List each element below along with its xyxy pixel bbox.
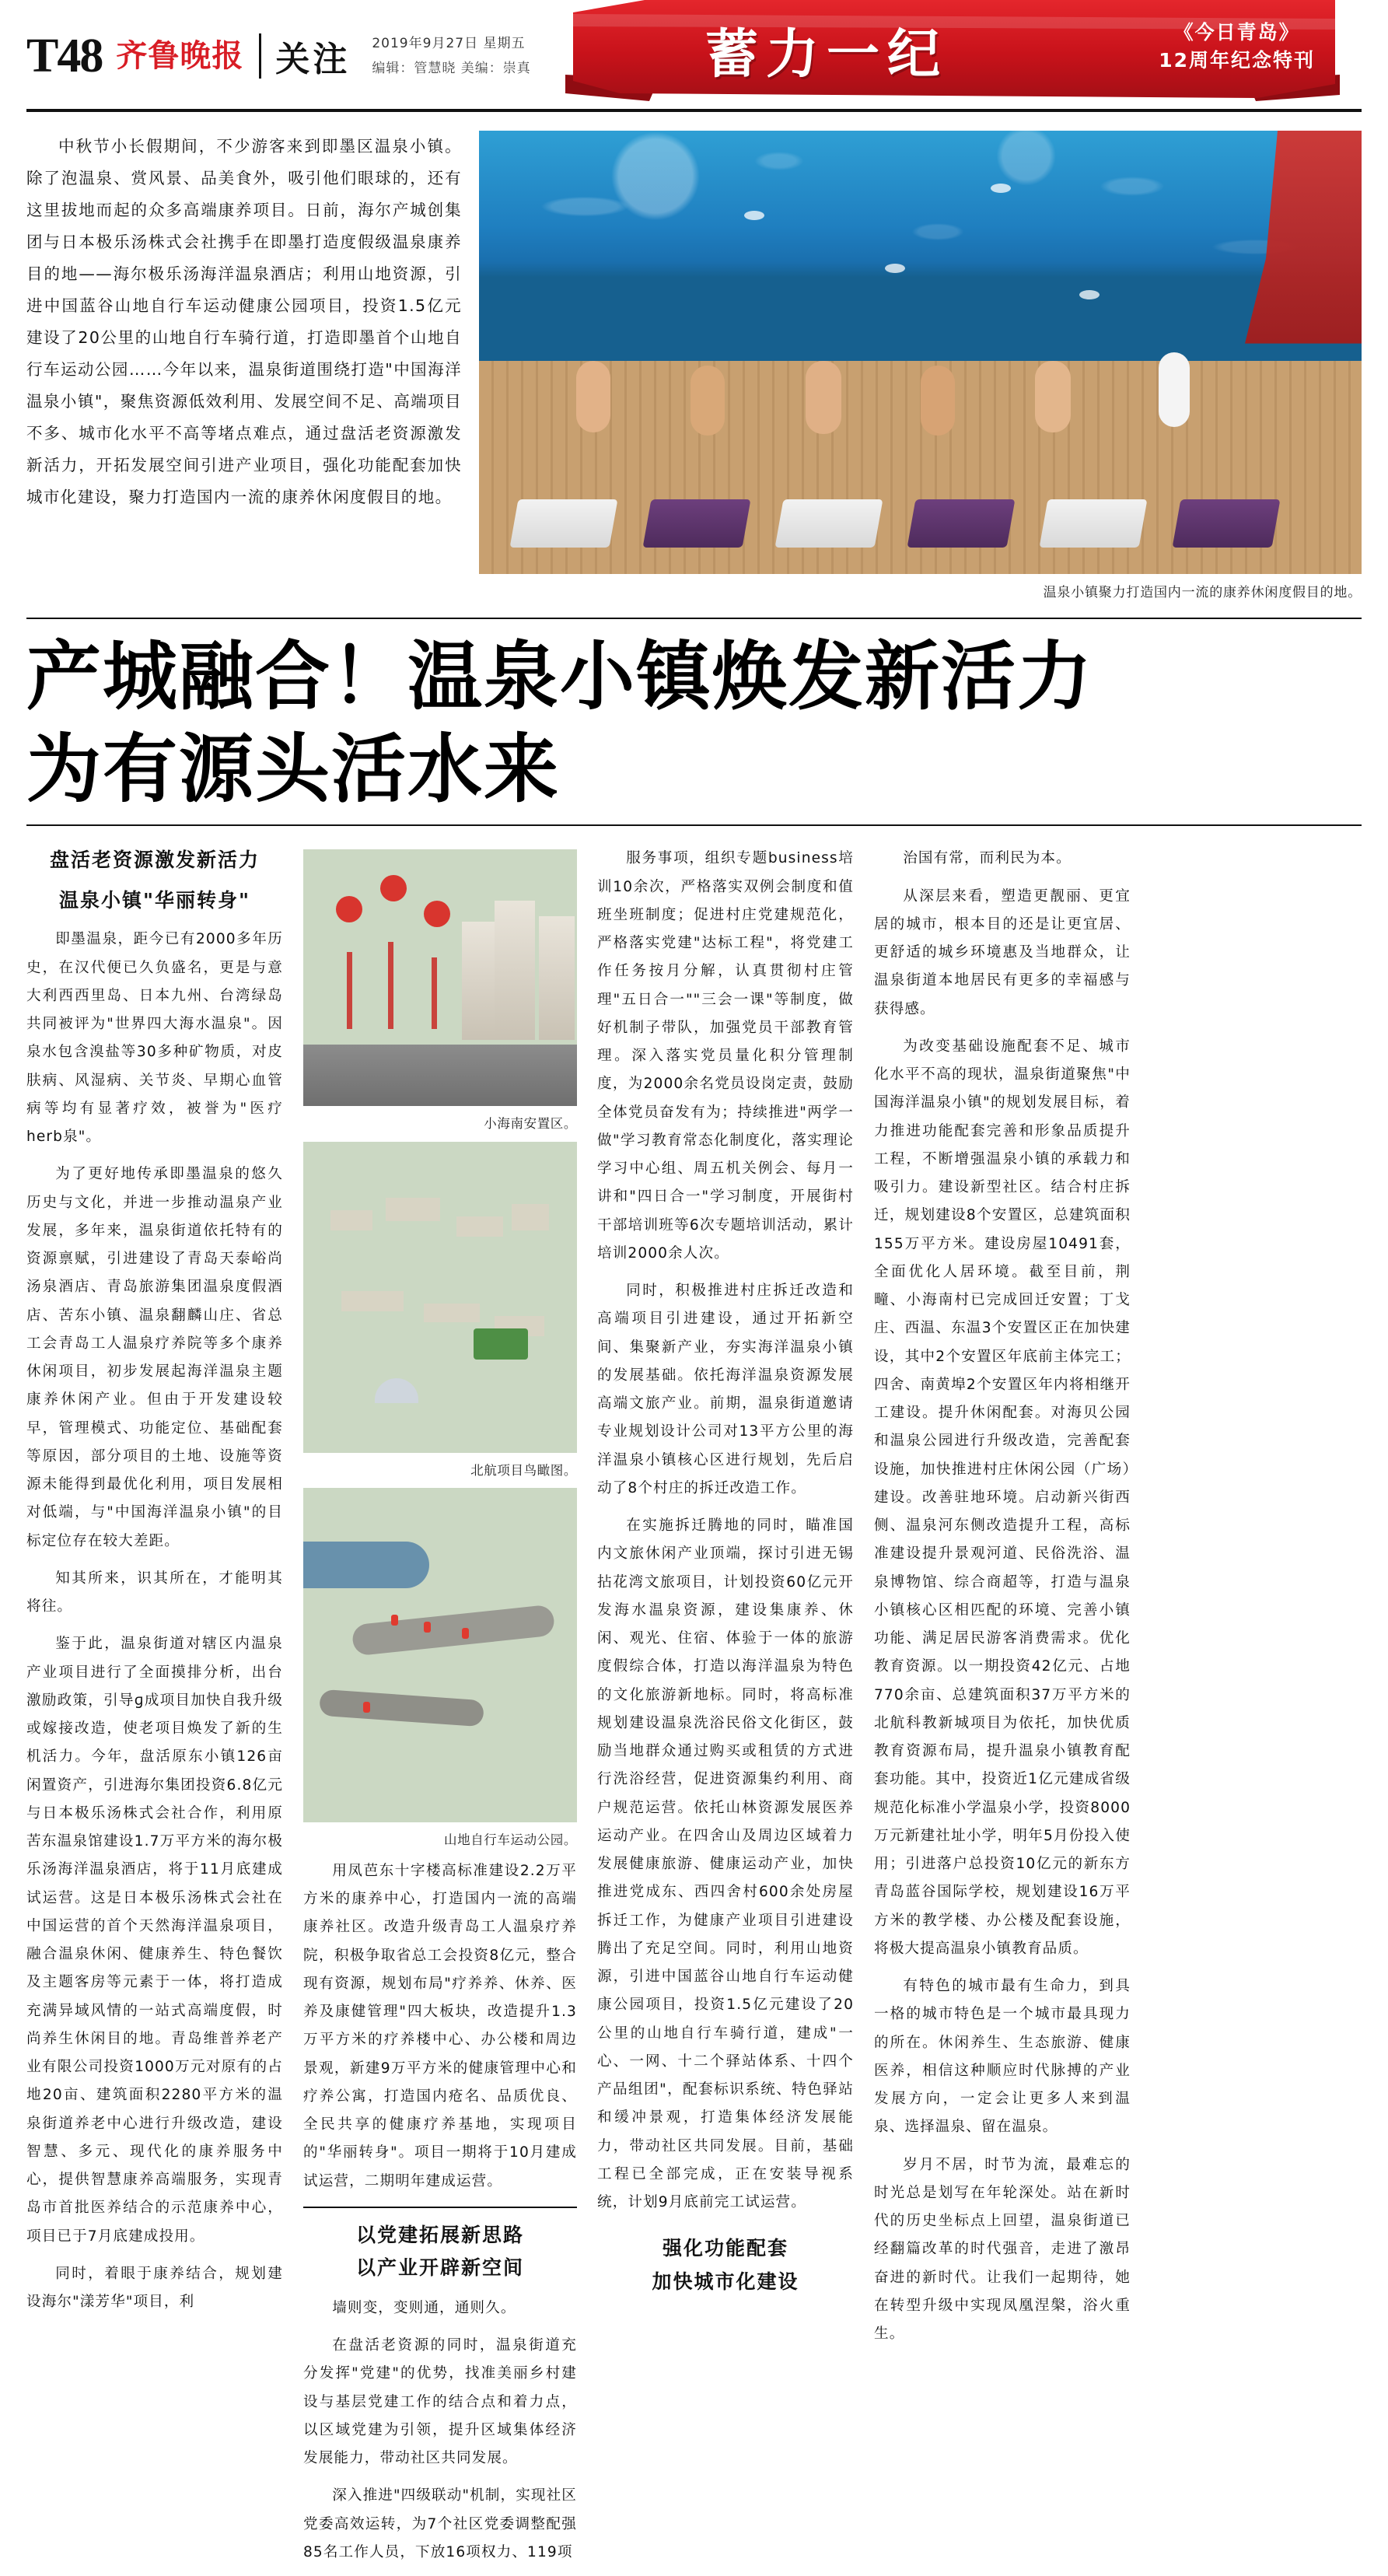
bather [691,366,725,436]
lounge-chair [774,499,883,548]
paragraph: 同时，积极推进村庄拆迁改造和高端项目引进建设，通过开拓新空间、集聚新产业，夯实海洋温泉小镇的发展基础。依托海洋温泉资源发展高端文旅产业。前期，温泉街道邀请专业规划设计公司对13平方公里的海洋温泉小镇核心区进行规划，先后启动了8个村庄的拆迁改造工作。 [597,1283,854,1496]
figure-aerial-image [303,1142,577,1453]
building [462,922,495,1040]
headline-line-1: 产城融合！温泉小镇焕发新活力 [26,633,1093,720]
paper-logo: 齐鲁晚报 [116,38,244,74]
pool-water [479,131,1362,383]
article-column-4 [874,845,1131,2576]
crane-tower [347,952,352,1029]
sports-field [474,1328,528,1360]
paragraph: 鉴于此，温泉街道对辖区内温泉产业项目进行了全面摸排分析，出台激励政策，引导ɡ成项目加快自我升级或嫁接改造，使老项目焕发了新的生机活力。今年，盘活原东小镇126亩闲置资产，引进海尔集团投资6.8亿元与日本极乐汤株式会社合作，利用原苦东温泉馆建设1.7万平方米的海尔极乐汤海洋温泉酒店，将于11月底建成试运营。这是日本极乐汤株式会社在中国运营的首个天然海洋温泉项目，融合温泉休闲、健康养生、特色餐饮及主题客房等元素于一体，将打造成充满异域风情的一站式高端度假，时尚养生休闲目的地。青岛维普养老产业有限公司投资1000万元对原有的占地20亩、建筑面积2280平方米的温泉街道养老中心进行升级改造，建设智慧、多元、现代化的康养服务中心，提供智慧康养高端服务，实现青岛市首批医养结合的示范康养中心，项目已于7月底建成投用。 [26,1636,283,2245]
figure-town-image [303,849,577,1106]
hero-photo [479,131,1362,574]
cyclist [391,1615,398,1626]
paragraph: 治国有常，而利民为本。 [903,850,1072,867]
special-issue-banner [573,0,1335,98]
banner-subtitle [1159,19,1315,75]
campus-block [512,1204,549,1230]
headline-line-2: 为有源头活水来 [26,726,560,814]
swimmer [1079,290,1100,299]
column-divider [303,2207,577,2208]
bike-path [351,1605,556,1657]
headline-block [26,600,1362,834]
figure-trail [303,1488,577,1853]
figure-trail-image [303,1488,577,1822]
paragraph: 服务事项，组织专题business培训10余次，严格落实双例会制度和值班坐班制度；促进村庄党建规范化，严格落实党建"达标工程"，将党建工作任务按月分解，认真贯彻村庄管理"五日合一""三会一课"等制度，做好机制子带队，加强党员干部教育管理。深入落实党员量化积分管理制度，为2000余名党员设岗定责，鼓励全体党员奋发有为；持续推进"两学一做"学习教育常态化制度化，落实理论学习中心组、周五机关例会、每月一讲和"四日合一"学习制度，开展街村干部培训班等6次专题培训活动，累计培训2000余人次。 [597,850,854,1262]
publication-date: 2019年9月27日 星期五 [372,35,526,51]
paragraph: 从深层来看，塑造更靓丽、更宜居的城市，根本目的还是让更宜居、更舒适的城乡环境惠及当地群众，让温泉街道本地居民有更多的幸福感与获得感。 [874,887,1131,1017]
paragraph: 用凤芭东十字楼高标准建设2.2万平方米的康养中心，打造国内一流的高端康养社区。改造升级青岛工人温泉疗养院，积极争取省总工会投资8亿元，整合现有资源，规划布局"疗养养、休养、医养及康健管理"四大板块，改造提升1.3万平方米的疗养楼中心、办公楼和周边景观，新建9万平方米的健康管理中心和疗养公寓，打造国内疮名、品质优良、全民共享的健康疗养基地，实现项目的"华丽转身"。项目一期将于10月建成试运营，二期明年建成运营。 [303,1862,577,2189]
article-column-1 [26,845,283,2576]
crane-tower [432,957,437,1029]
swimmer [744,211,764,220]
paragraph: 有特色的城市最有生命力，到具一格的城市特色是一个城市最具现力的所在。休闲养生、生态旅游、健康医养，相信这种顺应时代脉搏的产业发展方向，一定会让更多人来到温泉、选择温泉、留在温泉。 [874,1978,1131,2136]
masthead-meta [367,31,530,82]
figure-aerial-caption: 北航项目鸟瞰图。 [470,1462,577,1478]
paragraph: 同时，着眼于康养结合，规划建设海尔"漾芳华"项目，利 [26,2265,283,2311]
lounge-chair [510,499,618,548]
cyclist [462,1628,469,1639]
editor-credits: 编辑：管慧晓 美编：崇真 [372,61,531,76]
masthead-divider [259,33,261,79]
subhead-1b: 温泉小镇"华丽转身" [58,889,251,912]
headline-rule-bottom [26,824,1362,826]
page-folio: T48 [26,30,103,82]
bike-path-secondary [319,1689,484,1727]
figure-town-caption: 小海南安置区。 [484,1116,577,1132]
lounge-chair [1040,499,1148,548]
lede-paragraph: 中秋节小长假期间，不少游客来到即墨区温泉小镇。除了泡温泉、赏风景、品美食外，吸引他们眼球的，还有这里拔地而起的众多高端康养项目。日前，海尔产城创集团与日本极乐汤株式会社携手在即墨打造度假级温泉康养目的地——海尔极乐汤海洋温泉酒店；利用山地资源，引进中国蓝谷山地自行车运动健康公园项目，投资1.5亿元建设了20公里的山地自行车骑行道，打造即墨首个山地自行车运动公园……今年以来，温泉街道围绕打造"中国海洋温泉小镇"，聚焦资源低效利用、发展空间不足、高端项目不多、城市化水平不高等堵点难点，通过盘活老资源激发新活力，开拓发展空间引进产业项目，强化功能配套加快城市化建设，聚力打造国内一流的康养休闲度假目的地。 [26,137,462,506]
section-title: 关注 [275,40,351,79]
article-column-3 [597,845,854,2576]
paragraph: 知其所来，识其所在，才能明其将往。 [26,1570,283,1615]
dome-building [375,1378,418,1403]
balloon-decoration [336,896,362,922]
campus-block [341,1291,404,1311]
cyclist [363,1702,370,1713]
lounge-chair [907,499,1016,548]
article-column-2 [303,845,577,2576]
campus-block [386,1198,440,1221]
article-body [26,834,1362,2576]
subhead-1a: 盘活老资源激发新活力 [49,849,260,872]
banner-subtitle-line1: 《今日青岛》 [1173,21,1300,44]
road [303,1045,577,1106]
building [539,916,575,1039]
lounge-chair [1172,499,1280,548]
figure-trail-caption: 山地自行车运动公园。 [444,1832,577,1847]
subhead-3a: 强化功能配套 [662,2237,788,2260]
bather [576,361,610,432]
campus-block [456,1216,503,1237]
paragraph: 岁月不居，时节为流，最难忘的时光总是划写在年轮深处。站在新时代的历史坐标点上回望，温泉街道已经翻篇改革的时代强音，走进了激昂奋进的新时代。让我们一起期待，她在转型升级中实现凤凰涅槃，浴火重生。 [874,2156,1131,2343]
figure-aerial [303,1142,577,1483]
lake [303,1542,429,1588]
subhead-3b: 加快城市化建设 [652,2270,799,2293]
swimmer [885,264,905,273]
lounge-chair [642,499,750,548]
cyclist [424,1622,431,1633]
bather [1159,352,1190,427]
campus-block [424,1304,480,1322]
paragraph: 深入推进"四级联动"机制，实现社区党委高效运转，为7个社区党委调整配强85名工作人员，下放16项权力、119项 [303,2487,577,2560]
crane-tower [388,942,393,1029]
masthead [26,0,1362,101]
hero-photo-caption: 温泉小镇聚力打造国内一流的康养休闲度假目的地。 [1043,585,1362,600]
water-ripples [479,131,1362,383]
lede-section [26,112,1362,600]
paragraph: 为改变基础设施配套不足、城市化水平不高的现状，温泉街道聚焦"中国海洋温泉小镇"的规划发展目标，着力推进功能配套完善和形象品质提升工程，不断增强温泉小镇的承载力和吸引力。建设新型社区。结合村庄拆迁，规划建设8个安置区，总建筑面积155万平方米。建设房屋10491套，全面优化人居环境。截至目前，荆疃、小海南村已完成回迁安置；丁戈庄、西温、东温3个安置区正在加快建设，其中2个安置区年底前主体完工；四舍、南黄埠2个安置区年内将相继开工建设。提升休闲配套。对海贝公园和温泉公园进行升级改造，完善配套设施，加快推进村庄休闲公园（广场）建设。改善驻地环境。启动新兴街西侧、温泉河东侧改造提升工程，高标准建设提升景观河道、民俗洗浴、温泉博物馆、综合商超等，打造与温泉小镇核心区相匹配的环境、完善小镇功能、满足居民游客消费需求。优化教育资源。以一期投资42亿元、占地770余亩、总建筑面积37万平方米的北航科教新城项目为依托，加快优质教育资源布局，提升温泉小镇教育配套功能。其中，投资近1亿元建成省级规范化标准小学温泉小学，投资8000万元新建社址小学，明年5月份投入使用；引进落户总投资10亿元的新东方青岛蓝谷国际学校，规划建设16万平方米的教学楼、办公楼及配套设施，将极大提高温泉小镇教育品质。 [874,1038,1131,1957]
hero-photo-block [479,131,1362,600]
paragraph: 在盘活老资源的同时，温泉街道充分发挥"党建"的优势，找准美丽乡村建设与基层党建工作的结合点和着力点，以区域党建为引领，提升区域集体经济发展能力，带动社区共同发展。 [303,2337,577,2467]
figure-town [303,849,577,1136]
bather [806,361,841,434]
bather [1035,361,1071,432]
bather [921,366,955,436]
subhead-2a: 以党建拓展新思路 [355,2223,524,2246]
banner-title: 蓄力一纪 [705,24,949,86]
paragraph: 为了更好地传承即墨温泉的悠久历史与文化，并进一步推动温泉产业发展，多年来，温泉街道依托特有的资源禀赋，引进建设了青岛天泰峪尚汤泉酒店、青岛旅游集团温泉度假酒店、苦东小镇、温泉翻麟山庄、省总工会青岛工人温泉疗养院等多个康养休闲项目，初步发展起海洋温泉主题康养休闲产业。但由于开发建设较早，管理模式、功能定位、基础配套等原因，部分项目的土地、设施等资源未能得到最优化利用，项目发展相对低端，与"中国海洋温泉小镇"的目标定位存在较大差距。 [26,1166,283,1549]
building [495,901,535,1039]
balloon-decoration [380,875,407,901]
banner-subtitle-line2: 12周年纪念特刊 [1159,49,1315,72]
balloon-decoration [424,901,450,927]
subhead-2b: 以产业开辟新空间 [355,2256,524,2280]
paragraph: 墙则变，变则通，通则久。 [332,2299,516,2316]
campus-block [330,1210,372,1230]
paragraph: 在实施拆迁腾地的同时，瞄准国内文旅休闲产业顶端，探讨引进无锡拈花湾文旅项目，计划投资60亿元开发海水温泉资源，建设集康养、休闲、观光、住宿、体验于一体的旅游度假综合体，打造以海洋温泉为特色的文化旅游新地标。同时，将高标准规划建设温泉洗浴民俗文化街区，鼓励当地群众通过购买或租赁的方式进行洗浴经营，促进资源集约利用、商户规范运营。依托山林资源发展医养运动产业。在四舍山及周边区域着力发展健康旅游、健康运动产业，加快推进党成东、西四舍村600余处房屋拆迁工作，为健康产业项目引进建设腾出了充足空间。同时，利用山地资源，引进中国蓝谷山地自行车运动健康公园项目，投资1.5亿元建设了20公里的山地自行车骑行道，建成"一心、一网、十二个驿站体系、十四个产品组团"，配套标识系统、特色驿站和缓冲景观，打造集体经济发展能力，带动社区共同发展。目前，基础工程已全部完成，正在安装导视系统，计划9月底前完工试运营。 [597,1517,854,2211]
paragraph: 即墨温泉，距今已有2000多年历史，在汉代便已久负盛名，更是与意大利西西里岛、日本九州、台湾绿岛共同被评为"世界四大海水温泉"。因泉水包含溴盐等30多种矿物质，对皮肤病、风湿病、关节炎、早期心血管病等均有显著疗效，被誉为"医疗herb泉"。 [26,931,283,1146]
